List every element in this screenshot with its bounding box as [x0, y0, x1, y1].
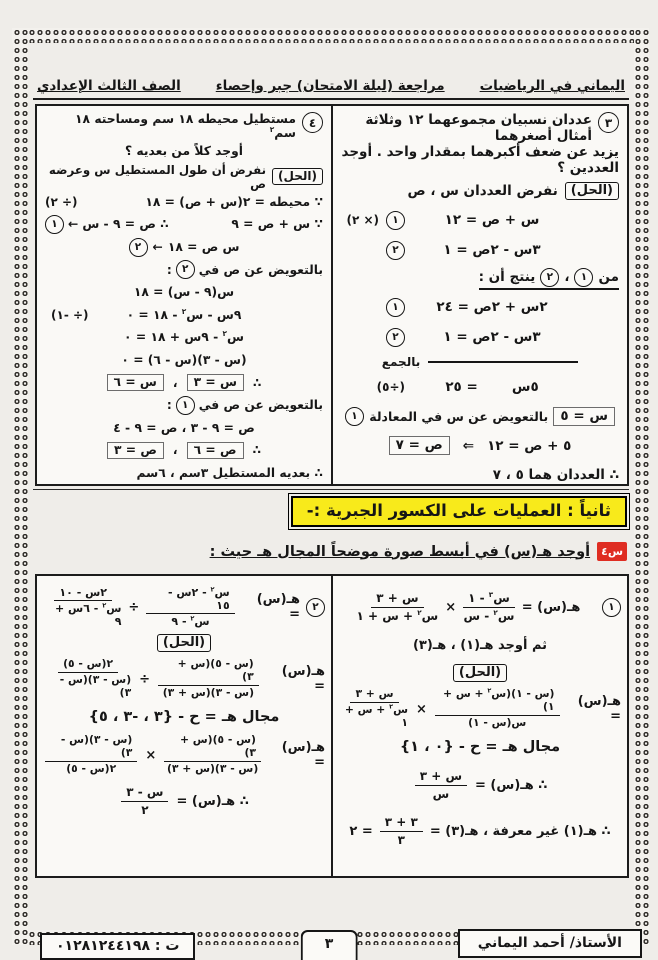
- fraction: [380, 815, 423, 847]
- part-2-column: [37, 576, 331, 876]
- problem-3-statement-line2: [341, 144, 619, 176]
- equation-row: [341, 235, 619, 265]
- boxed-value: س = ٥: [553, 407, 615, 426]
- operation-note: (÷ ٢): [45, 194, 78, 209]
- equation: س + ص = ١٢: [444, 212, 540, 228]
- multiplied-row: [43, 732, 325, 778]
- boxed-value: ص = ٦: [187, 442, 244, 459]
- operation-note: (÷ -١): [51, 307, 89, 322]
- sum-rule-line: [428, 361, 578, 363]
- part-1-column: [331, 576, 627, 876]
- then-find-text: ثم أوجد هـ(١) ، هـ(٣): [412, 637, 548, 653]
- header-grade: الصف الثالث الإعدادي: [37, 78, 181, 94]
- substitution-heading: [45, 258, 323, 281]
- problem-3-column: [331, 106, 627, 484]
- numerator: س + ٣: [371, 591, 423, 607]
- denominator: س$^٢$ - ٩: [171, 614, 210, 629]
- roots-row: [45, 439, 323, 462]
- domain-text: مجال هـ = ح - {٠ ، ١}: [399, 739, 561, 755]
- denominator: س$^٢$ + س + ١: [356, 607, 439, 623]
- solution-label: (الحل): [272, 168, 323, 185]
- equation-row: [341, 292, 619, 322]
- denominator: س$^٢$ - ٦س + ٩: [55, 601, 122, 629]
- teacher-name: الأستاذ/ أحمد اليماني: [477, 935, 622, 951]
- ref-tag-1: ١: [574, 268, 593, 287]
- operation-note: (÷٥): [376, 380, 405, 394]
- equation: ∴ ص = ٩ - س: [82, 217, 169, 232]
- factored-row: [43, 656, 325, 702]
- equation: ٢س + ٢ص = ٢٤: [436, 299, 548, 315]
- domain-row: [339, 732, 621, 762]
- addition-rule-row: [341, 352, 619, 372]
- then-find-row: [339, 630, 621, 660]
- equation: (س - ٣)(س - ٦) = ٠: [121, 353, 247, 368]
- numerator: ٢س - ١٠: [54, 586, 112, 601]
- problem-3-solution-intro: [341, 176, 619, 205]
- answer-row: [341, 460, 619, 484]
- section-title-row: [291, 496, 627, 527]
- equation-tag: ٢: [386, 328, 405, 347]
- denominator: ٣: [397, 832, 405, 847]
- sum-rhs: = ٢٥: [445, 379, 478, 395]
- factored-row: [339, 686, 621, 732]
- denominator: (س - ٣)(س + ٣): [166, 761, 259, 775]
- solution-intro-text: نفرض أن طول المستطيل س وعرضه ص: [48, 162, 267, 191]
- substitution-text: بالتعويض عن ص في: [198, 398, 323, 413]
- operation-note: (× ٢): [346, 213, 379, 227]
- problem-4-text-line1: مستطيل محيطه ١٨ سم ومساحته ١٨ سم$^٢$: [75, 112, 296, 140]
- comma: ،: [172, 443, 178, 458]
- result-lhs: ∴ هـ(س) =: [475, 777, 548, 793]
- given-function-row: [339, 584, 621, 630]
- numerator: س - ٣: [121, 785, 168, 801]
- simplified-row: [339, 762, 621, 808]
- numerator: (س - ٣)(س - ٣): [45, 734, 137, 762]
- denominator: س(س - ١): [468, 715, 527, 729]
- times-operator: ×: [145, 747, 157, 763]
- substitution-row: [341, 402, 619, 431]
- function-lhs: هـ(س) =: [521, 599, 581, 615]
- denominator: ٢(س - ٥): [66, 761, 117, 775]
- simplified-row: [43, 778, 325, 824]
- problem-3-text-line1: عددان نسبيان مجموعهما ١٢ وثلاثة أمثال أصغرهما: [365, 112, 592, 144]
- equation-row: [45, 417, 323, 440]
- equation: ص = ٩ - ٣ ، ص = ٩ - ٤: [113, 420, 255, 435]
- equation-row: [45, 236, 323, 259]
- numerator: (س - ١)(س$^٢$ + س + ١): [435, 688, 560, 716]
- equation-row: [45, 304, 323, 327]
- equation-tag: ٢: [386, 241, 405, 260]
- equation: ٩س - س$^٢$ - ١٨ = ٠: [126, 306, 242, 322]
- question-badge: س٤: [597, 542, 627, 561]
- numerator: (س - ٥)(س + ٣): [164, 734, 261, 762]
- sum-label: بالجمع: [381, 355, 421, 369]
- evaluation-row: [339, 808, 621, 854]
- divide-operator: ÷: [128, 599, 140, 615]
- fraction: [45, 586, 121, 629]
- solution-label: (الحل): [565, 182, 619, 200]
- header-title: مراجعة (ليلة الامتحان) جبر وإحصاء: [215, 78, 445, 94]
- fraction: [415, 769, 467, 801]
- evaluation-text: ∴ هـ(١) غير معرفة ، هـ(٣) =: [429, 823, 611, 839]
- equation-tag: ٢: [129, 238, 148, 257]
- function-lhs: هـ(س) =: [281, 740, 325, 770]
- therefore-symbol: ∴: [252, 375, 262, 390]
- fraction: [164, 734, 261, 776]
- numerator: س$^٣$ - ١: [463, 591, 515, 607]
- decorative-border-right: [634, 28, 649, 945]
- denominator: س$^٢$ - س: [463, 607, 515, 623]
- problem-4-statement: [45, 112, 323, 140]
- domain-row: [43, 702, 325, 732]
- numerator: ٣ + ٣: [380, 815, 423, 831]
- phone-number: ت : ٠١٢٨١٢٤٤١٩٨: [56, 938, 180, 954]
- colon: :: [166, 262, 172, 277]
- answer-row: [45, 462, 323, 484]
- domain-text: مجال هـ = ح - {٣ ، -٣ ، ٥}: [88, 709, 280, 725]
- equation-row: [45, 281, 323, 304]
- comma: ،: [172, 375, 178, 390]
- fraction: [121, 785, 168, 817]
- equation-row: [45, 213, 323, 236]
- solution-label: (الحل): [453, 664, 507, 682]
- answer-text: ∴ العددان هما ٥ ، ٧: [492, 466, 619, 483]
- solution-label-row: [43, 630, 325, 656]
- ref-tag: ١: [176, 396, 195, 415]
- header-brand: اليماني في الرياضيات: [479, 78, 625, 94]
- equation: ٣س - ٢ص = ١: [443, 329, 541, 345]
- times-operator: ×: [415, 701, 427, 717]
- equation: ∵ محيطه = ٢(س + ص) = ١٨: [145, 194, 323, 209]
- ref-tag: ١: [345, 407, 364, 426]
- ref-tag: ٢: [176, 260, 195, 279]
- boxed-value: ص = ٧: [389, 436, 450, 455]
- problem-3-statement: [341, 112, 619, 144]
- left-arrow: ←: [68, 217, 79, 232]
- problem-4-statement-line2: [45, 140, 323, 163]
- equation-tag: ١: [386, 211, 405, 230]
- result-lhs: ∴ هـ(س) =: [176, 793, 249, 809]
- numerator: ٢(س - ٥): [58, 658, 118, 673]
- page-content: [33, 46, 629, 930]
- solution-intro-text: نفرض العددان س ، ص: [407, 182, 558, 199]
- equation-row: [45, 191, 323, 214]
- problem-3-number: ٣: [598, 112, 619, 133]
- left-arrow: ←: [152, 240, 163, 255]
- function-lhs: هـ(س) =: [256, 592, 300, 622]
- from-equations-line: [341, 265, 619, 292]
- ref-tag-2: ٢: [540, 268, 559, 287]
- section-divider-line: [33, 489, 629, 490]
- sum-result-row: [341, 372, 619, 402]
- denominator: (س - ٣)(س - ٣): [59, 673, 132, 699]
- substitution-heading: [45, 394, 323, 417]
- fraction: [357, 591, 439, 623]
- given-function-row: [43, 584, 325, 630]
- decorative-border-top: [12, 28, 648, 43]
- equation: س$^٢$ - ٩س + ١٨ = ٠: [124, 329, 244, 345]
- times-operator: ×: [445, 599, 457, 615]
- page-number: ٣: [324, 936, 334, 952]
- sum-lhs: ٥س: [511, 379, 539, 395]
- part-2-tag: ٢: [306, 598, 325, 617]
- equation-tag: ١: [45, 215, 64, 234]
- equation-tag: ١: [386, 298, 405, 317]
- equation: ٣س - ٢ص = ١: [443, 242, 541, 258]
- decorative-border-left: [13, 28, 28, 945]
- fraction: [45, 658, 131, 700]
- roots-row: [45, 371, 323, 394]
- solution-label-row: [339, 660, 621, 686]
- fraction: [158, 658, 259, 700]
- equation-row: [45, 326, 323, 349]
- fraction: [45, 734, 137, 776]
- problem-3-text-line2: يزيد عن ضعف أكبرهما بمقدار واحد . أوجد العددين ؟: [341, 144, 619, 176]
- denominator: س$^٢$ + س + ١: [344, 702, 408, 729]
- function-lhs: هـ(س) =: [577, 694, 621, 724]
- phone-box: [40, 933, 195, 960]
- colon: :: [166, 398, 172, 413]
- numerator: س + ٣: [350, 688, 398, 703]
- teacher-name-box: [458, 929, 642, 958]
- fraction: [341, 688, 408, 730]
- results-in-text: ينتج أن :: [478, 269, 536, 285]
- problem-4-number: ٤: [302, 112, 323, 133]
- page-number-box: [301, 930, 358, 960]
- boxed-value: س = ٦: [107, 374, 164, 391]
- comma: ،: [564, 269, 570, 285]
- fraction: [435, 688, 560, 730]
- evaluation-result: = ٢: [349, 823, 373, 839]
- fractions-box: [35, 574, 629, 878]
- problem-4-column: [37, 106, 331, 484]
- answer-text: ∴ بعديه المستطيل ٣سم ، ٦سم: [136, 466, 323, 481]
- from-word: من: [598, 269, 619, 285]
- denominator: (س - ٣)(س + ٣): [162, 685, 255, 699]
- equation-row: [341, 205, 619, 235]
- denominator: س: [432, 786, 450, 801]
- problems-box: [35, 104, 629, 486]
- numerator: (س - ٥)(س + ٣): [158, 658, 259, 686]
- substitution-text: بالتعويض عن س في المعادلة: [369, 409, 549, 424]
- substitution-text: بالتعويض عن ص في: [198, 262, 323, 277]
- question-text: أوجد هـ(س) في أبسط صورة موضحاً المجال هـ حيث :: [209, 543, 591, 560]
- page-header: [33, 54, 629, 100]
- numerator: س$^٢$ - ٢س - ١٥: [146, 586, 234, 614]
- boxed-value: س = ٣: [187, 374, 244, 391]
- question-row: [33, 542, 627, 561]
- equation: ∵ س + ص = ٩: [231, 217, 323, 232]
- function-lhs: هـ(س) =: [281, 664, 325, 694]
- problem-4-solution-intro: [45, 163, 323, 191]
- section-title-highlight: ثانياً : العمليات على الكسور الجبرية :-: [291, 496, 627, 527]
- therefore-symbol: ∴: [252, 443, 262, 458]
- solution-label: (الحل): [157, 634, 211, 652]
- fraction: [146, 586, 234, 629]
- fraction: [463, 591, 515, 623]
- numerator: س + ٣: [415, 769, 467, 785]
- equation-row: [45, 349, 323, 372]
- denominator: ٢: [141, 802, 149, 817]
- equation: ٥ + ص = ١٢: [487, 437, 572, 454]
- equation: س(٩ - س) = ١٨: [133, 285, 235, 300]
- problem-4-text-line2: أوجد كلاً من بعديه ؟: [125, 144, 243, 159]
- final-equation-row: [341, 431, 619, 460]
- equation-row: [341, 322, 619, 352]
- part-1-tag: ١: [602, 598, 621, 617]
- divide-operator: ÷: [139, 671, 151, 687]
- equation: س ص = ١٨: [167, 240, 240, 255]
- boxed-value: ص = ٣: [107, 442, 164, 459]
- implies-arrow: ⇐: [462, 437, 475, 454]
